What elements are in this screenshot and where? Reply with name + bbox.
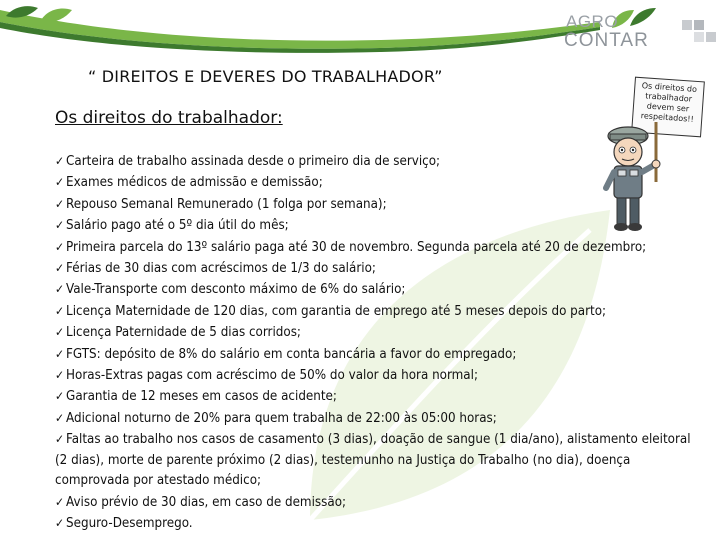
checkmark-icon: ✓ — [55, 389, 65, 404]
right-text: Férias de 30 dias com acréscimos de 1/3 do salário; — [66, 261, 376, 277]
section-title: Os direitos do trabalhador: — [55, 108, 283, 128]
logo-squares-icon — [682, 16, 716, 50]
right-list-item — [55, 513, 705, 534]
checkmark-icon: ✓ — [55, 368, 65, 383]
protest-sign: Os direitos do trabalhador devem ser respeitados!! — [631, 77, 705, 138]
right-text: Garantia de 12 meses em casos de acidente; — [66, 389, 337, 405]
right-text: Licença Maternidade de 120 dias, com garantia de emprego até 5 meses depois do parto; — [66, 303, 607, 319]
checkmark-icon: ✓ — [55, 196, 65, 211]
right-list-item — [55, 386, 705, 407]
right-list-item — [55, 344, 705, 365]
agrocontar-logo — [560, 6, 720, 56]
checkmark-icon: ✓ — [55, 282, 65, 297]
checkmark-icon: ✓ — [55, 494, 65, 509]
right-list-item — [55, 322, 705, 343]
checkmark-icon: ✓ — [55, 432, 65, 447]
right-text: Exames médicos de admissão e demissão; — [66, 175, 323, 191]
right-text: Repouso Semanal Remunerado (1 folga por semana); — [66, 196, 387, 212]
checkmark-icon: ✓ — [55, 515, 65, 530]
right-text: Horas-Extras pagas com acréscimo de 50% do valor da hora normal; — [66, 368, 478, 384]
right-text: FGTS: depósito de 8% do salário em conta bancária a favor do empregado; — [66, 346, 517, 362]
right-text: Aviso prévio de 30 dias, em caso de demissão; — [66, 494, 347, 510]
right-text: Faltas ao trabalho nos casos de casamento (3 dias), doação de sangue (1 dia/ano), alistamento eleitoral (2 dias), morte de parente próximo (2 dias), testemunho na Justiça do Trabalho (no dia), doença comprovada por atestado médico; — [55, 432, 691, 489]
right-list-item — [55, 237, 705, 258]
checkmark-icon: ✓ — [55, 154, 65, 168]
rights-list — [55, 151, 705, 534]
checkmark-icon: ✓ — [55, 346, 65, 361]
right-text: Primeira parcela do 13º salário paga até 30 de novembro. Segunda parcela até 20 de dezembro; — [66, 239, 647, 255]
checkmark-icon: ✓ — [55, 410, 65, 425]
page-title: “ DIREITOS E DEVERES DO TRABALHADOR” — [88, 67, 443, 86]
right-text: Seguro-Desemprego. — [66, 515, 193, 531]
logo-text-agro: AGRO — [566, 12, 619, 31]
right-list-item — [55, 492, 705, 513]
right-text: Adicional noturno de 20% para quem trabalha de 22:00 às 05:00 horas; — [66, 410, 497, 426]
right-list-item — [55, 151, 705, 172]
right-text: Salário pago até o 5º dia útil do mês; — [66, 218, 289, 234]
right-text: Vale-Transporte com desconto máximo de 6% do salário; — [66, 282, 406, 298]
checkmark-icon: ✓ — [55, 175, 65, 190]
right-text: Carteira de trabalho assinada desde o primeiro dia de serviço; — [66, 154, 441, 169]
checkmark-icon: ✓ — [55, 261, 65, 276]
right-text: Licença Paternidade de 5 dias corridos; — [66, 325, 301, 341]
right-list-item — [55, 301, 705, 322]
right-list-item — [55, 172, 705, 193]
checkmark-icon: ✓ — [55, 303, 65, 318]
right-list-item — [55, 365, 705, 386]
logo-text-contar: CONTAR — [564, 30, 649, 51]
checkmark-icon: ✓ — [55, 239, 65, 254]
right-list-item — [55, 279, 705, 300]
right-list-item — [55, 408, 705, 429]
checkmark-icon: ✓ — [55, 218, 65, 233]
right-list-item — [55, 215, 705, 236]
right-list-item — [55, 258, 705, 279]
right-list-item — [55, 194, 705, 215]
checkmark-icon: ✓ — [55, 325, 65, 340]
right-list-item — [55, 429, 705, 491]
